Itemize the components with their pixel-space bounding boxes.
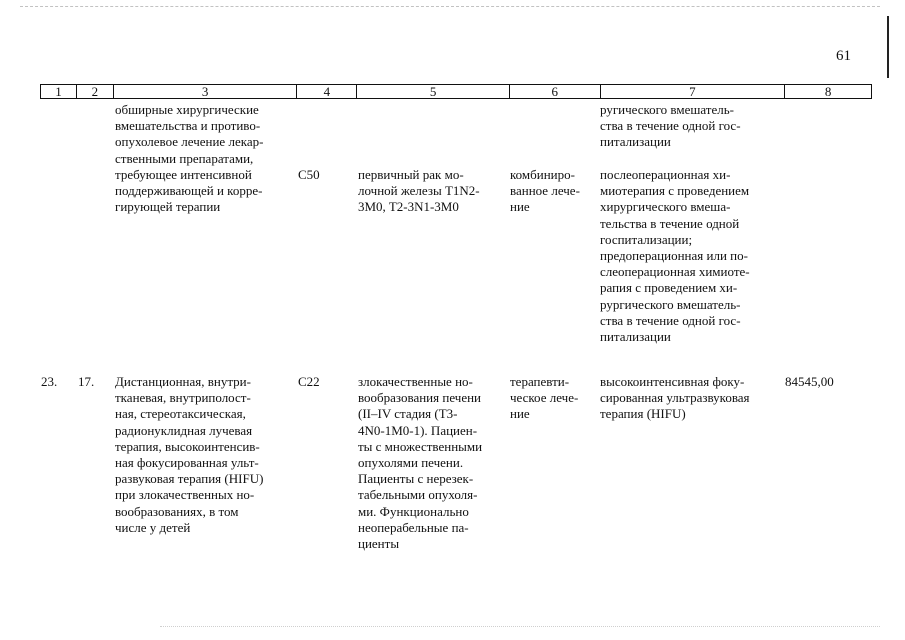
treatment-type-c50: комбиниро- ванное лече- ние	[510, 167, 580, 215]
treatment-type-c22: терапевти- ческое лече- ние	[510, 374, 579, 422]
scan-noise-bottom	[160, 626, 880, 630]
diagnosis-c22: злокачественные но- вообразования печени (II–IV стадия (T3- 4N0-1M0-1). Пациен- ты с множественными опухолями печени. Пациенты с нерезек- табельными опухоля- ми. Функционально неоперабельные па- циенты	[358, 374, 483, 552]
header-col-1: 1	[41, 85, 77, 98]
header-col-7: 7	[601, 85, 786, 98]
column-header-row	[40, 84, 872, 99]
procedure-name: Дистанционная, внутри- тканевая, внутриполост- ная, стереотаксическая, радионуклидная лучевая терапия, высокоинтенсив- ная фокусированная ульт- развуковая терапия (HIFU) при злокачественных но- вообразованиях, в том числе у детей	[115, 374, 264, 535]
header-col-4: 4	[297, 85, 357, 98]
header-col-6: 6	[510, 85, 601, 98]
continued-method-text: ругического вмешатель- ства в течение одной гос- питализации	[600, 102, 741, 150]
row-number: 23.	[41, 374, 58, 389]
header-col-5: 5	[357, 85, 510, 98]
diagnosis-c50: первичный рак мо- лочной железы T1N2- 3M0, T2-3N1-3M0	[358, 167, 480, 215]
header-col-3: 3	[114, 85, 298, 98]
group-number: 17.	[78, 374, 95, 389]
header-col-2: 2	[77, 85, 114, 98]
margin-bar	[887, 16, 889, 78]
treatment-method-c50: послеоперационная хи- миотерапия с проведением хирургического вмеша- тельства в течение одной госпитализации; предоперационная или по- слеоперационная химиоте- рапия с проведением хи- рургического вмешатель- ства в течение одной гос- питализации	[600, 167, 750, 345]
page-number: 61	[836, 48, 851, 64]
header-col-8: 8	[824, 84, 832, 99]
icd-code-c22: C22	[298, 374, 320, 389]
continued-procedure-name: обширные хирургические вмешательства и противо- опухолевое лечение лекар- ственными препаратами, требующее интенсивной поддерживающей и корре- гирующей терапии	[115, 102, 264, 215]
treatment-method-c22: высокоинтенсивная фоку- сированная ультразвуковая терапия (HIFU)	[600, 374, 750, 422]
scan-noise-top	[20, 6, 880, 10]
cost-value: 84545,00	[785, 374, 834, 389]
icd-code-c50: C50	[298, 167, 320, 182]
